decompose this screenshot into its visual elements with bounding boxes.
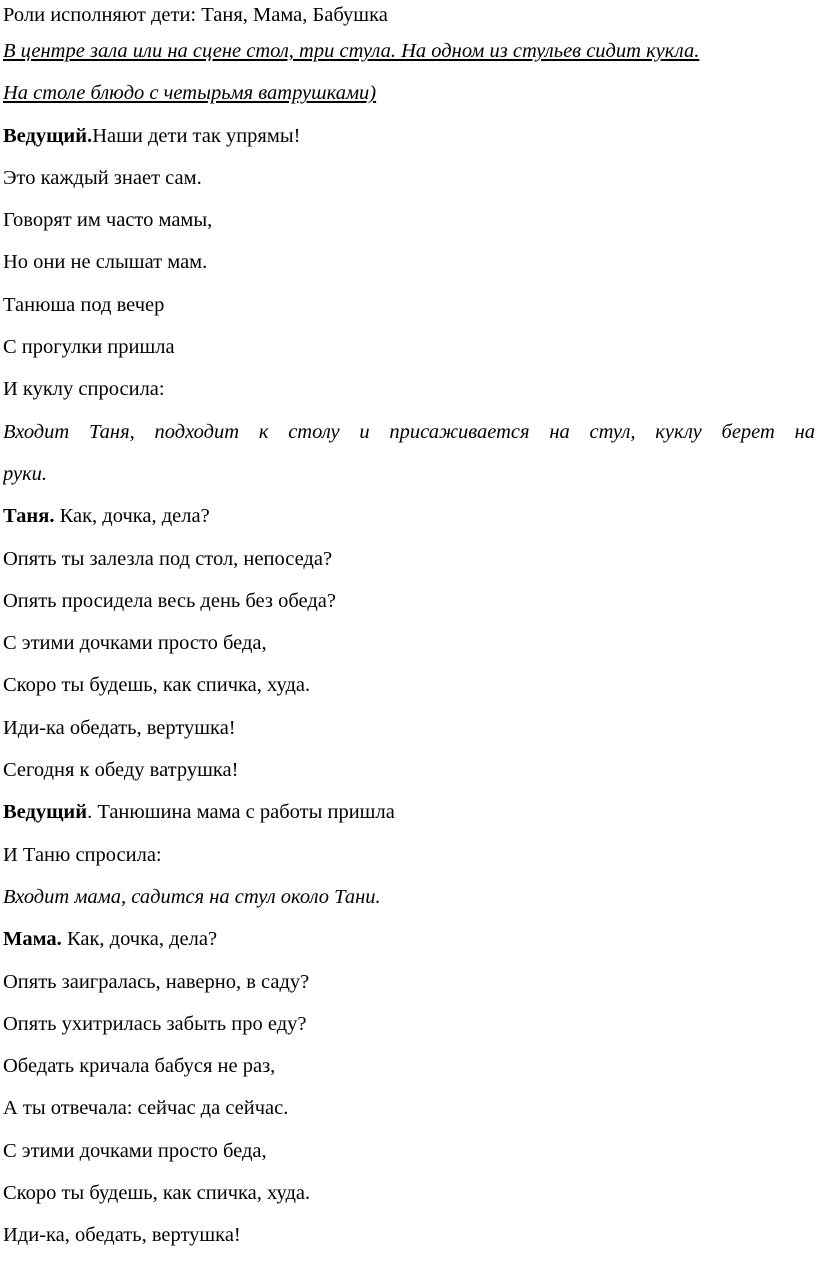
line-text: А ты отвечала: сейчас да сейчас. bbox=[3, 1097, 289, 1120]
line-text: Опять просидела весь день без обеда? bbox=[3, 589, 336, 612]
line-text: Опять заигралась, наверно, в саду? bbox=[3, 970, 310, 993]
speaker-name: Ведущий. bbox=[3, 124, 93, 147]
verse-line bbox=[3, 157, 815, 199]
line-text: Танюша под вечер bbox=[3, 293, 165, 316]
line-text: . Танюшина мама с работы пришла bbox=[87, 801, 395, 824]
line-text: С этими дочками просто беда, bbox=[3, 1139, 267, 1162]
line-text: Как, дочка, дела? bbox=[54, 505, 210, 528]
line-text: Это каждый знает сам. bbox=[3, 166, 202, 189]
verse-line bbox=[3, 241, 815, 283]
line-text: руки. bbox=[3, 462, 48, 485]
verse-line bbox=[3, 1087, 815, 1129]
stage-direction bbox=[3, 72, 815, 114]
line-text: С этими дочками просто беда, bbox=[3, 632, 267, 655]
verse-line bbox=[3, 1214, 815, 1256]
stage-direction bbox=[3, 30, 815, 72]
line-text: Опять ухитрилась забыть про еду? bbox=[3, 1012, 307, 1035]
verse-line bbox=[3, 961, 815, 1003]
line-text: Иди-ка обедать, вертушка! bbox=[3, 716, 236, 739]
verse-line bbox=[3, 1045, 815, 1087]
verse-line bbox=[3, 199, 815, 241]
line-text: Входит Таня, подходит к столу и присаживается на стул, куклу берет на bbox=[3, 420, 815, 443]
verse-line bbox=[3, 1172, 815, 1214]
stage-direction bbox=[3, 453, 815, 495]
line-text: И куклу спросила: bbox=[3, 378, 165, 401]
verse-line bbox=[3, 538, 815, 580]
line-text: На столе блюдо с четырьмя ватрушками) bbox=[3, 82, 377, 105]
line-text: Скоро ты будешь, как спичка, худа. bbox=[3, 1182, 311, 1205]
line-text: Сегодня к обеду ватрушка! bbox=[3, 759, 239, 782]
line-text: Обедать кричала бабуся не раз, bbox=[3, 1055, 276, 1078]
verse-line bbox=[3, 622, 815, 664]
speaker-name: Таня. bbox=[3, 505, 55, 528]
line-text: С прогулки пришла bbox=[3, 336, 175, 359]
verse-line bbox=[3, 664, 815, 706]
speaker-line bbox=[3, 791, 815, 833]
verse-line bbox=[3, 707, 815, 749]
line-text: Но они не слышат мам. bbox=[3, 251, 208, 274]
speaker-name: Ведущий bbox=[3, 801, 88, 824]
speaker-name: Мама. bbox=[3, 928, 62, 951]
document-page bbox=[3, 0, 815, 1257]
line-text: Иди-ка, обедать, вертушка! bbox=[3, 1224, 241, 1247]
roles-line bbox=[3, 0, 815, 30]
line-text: Входит мама, садится на стул около Тани. bbox=[3, 885, 381, 908]
verse-line bbox=[3, 284, 815, 326]
verse-line bbox=[3, 1003, 815, 1045]
stage-direction bbox=[3, 411, 815, 453]
line-text: В центре зала или на сцене стол, три стула. На одном из стульев сидит кукла. bbox=[3, 40, 700, 62]
line-text: Скоро ты будешь, как спичка, худа. bbox=[3, 674, 311, 697]
verse-line bbox=[3, 1130, 815, 1172]
verse-line bbox=[3, 368, 815, 410]
verse-line bbox=[3, 749, 815, 791]
speaker-line bbox=[3, 115, 815, 157]
line-text: И Таню спросила: bbox=[3, 843, 162, 866]
line-text: Роли исполняют дети: Таня, Мама, Бабушка bbox=[3, 4, 388, 26]
line-text: Опять ты залезла под стол, непоседа? bbox=[3, 547, 333, 570]
line-text: Как, дочка, дела? bbox=[61, 928, 218, 951]
stage-direction bbox=[3, 876, 815, 918]
speaker-line bbox=[3, 495, 815, 537]
line-text: Говорят им часто мамы, bbox=[3, 209, 213, 232]
speaker-line bbox=[3, 918, 815, 960]
verse-line bbox=[3, 834, 815, 876]
verse-line bbox=[3, 326, 815, 368]
verse-line bbox=[3, 580, 815, 622]
line-text: Наши дети так упрямы! bbox=[92, 124, 301, 147]
